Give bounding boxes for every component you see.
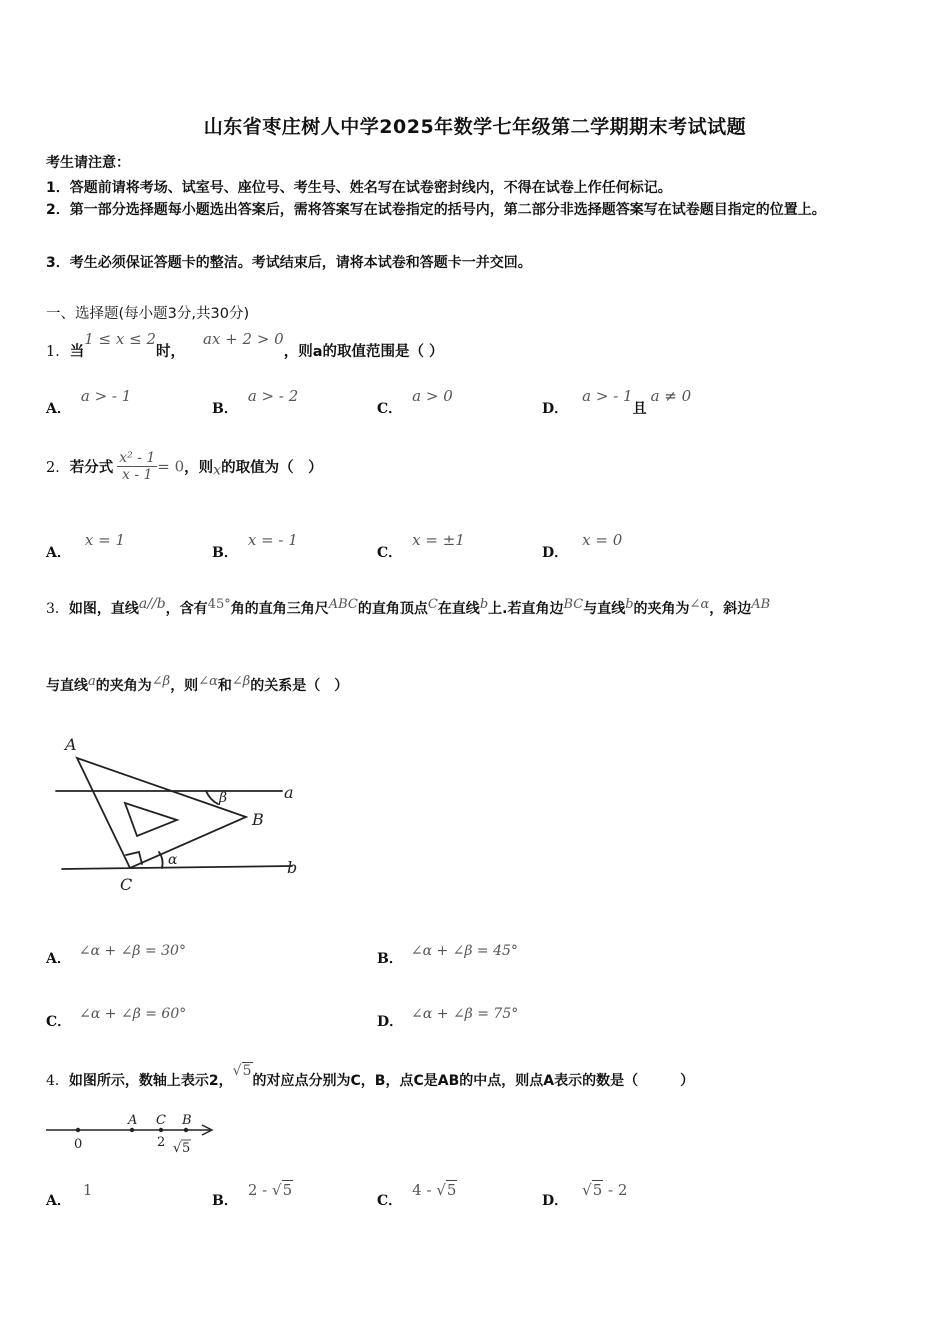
- angle-beta-arc: [206, 791, 218, 804]
- question-3-option-d[interactable]: [377, 1003, 519, 1030]
- math-expression: b: [479, 597, 489, 612]
- option-expression: a > - 1: [80, 387, 132, 405]
- question-3-stem-line1: [46, 598, 770, 618]
- point-zero: [76, 1128, 80, 1132]
- option-expression: a ≠ 0: [650, 387, 692, 405]
- option-expression: ∠α + ∠β = 45°: [410, 943, 518, 959]
- option-expression: ∠α + ∠β = 60°: [79, 1006, 187, 1022]
- question-text: 若分式: [69, 460, 114, 476]
- question-4-option-d[interactable]: [542, 1180, 628, 1209]
- question-text: 的夹角为: [633, 601, 690, 617]
- triangle-inner: [125, 803, 177, 836]
- question-1-option-b[interactable]: [212, 386, 299, 417]
- zero-label: 0: [74, 1137, 83, 1152]
- question-text: ，则a的取值范围是（ ）: [283, 344, 444, 360]
- question-text: 的取值为（ ）: [221, 460, 323, 476]
- option-expression: x = ±1: [412, 531, 465, 549]
- math-expression: 45°: [207, 597, 231, 612]
- two-label: 2: [157, 1135, 166, 1150]
- number-line-figure: [44, 1108, 224, 1158]
- triangle-figure: [46, 728, 316, 896]
- point-a: [130, 1128, 134, 1132]
- option-expression: 2 -: [247, 1181, 272, 1199]
- question-text: 和: [217, 678, 232, 694]
- question-text: ，则: [170, 678, 199, 694]
- math-expression: a//b: [138, 596, 166, 612]
- sqrt-expression: √5: [272, 1181, 293, 1199]
- vertex-c-label: C: [120, 875, 133, 894]
- question-4-option-b[interactable]: [212, 1180, 293, 1209]
- option-label: D．: [542, 401, 569, 417]
- question-text: ，则: [184, 460, 214, 476]
- question-text: 的直角顶点: [357, 601, 428, 617]
- fraction-numerator: x² - 1: [119, 450, 156, 466]
- option-expression: ∠α + ∠β = 75°: [411, 1006, 519, 1022]
- option-label: A．: [46, 1193, 71, 1209]
- question-2-option-c[interactable]: [377, 530, 465, 561]
- option-expression: 4 -: [412, 1181, 437, 1199]
- question-number: 1．: [46, 344, 70, 360]
- question-text: 的对应点分别为C，B，点C是AB的中点，则点A表示的数是（ ）: [252, 1073, 695, 1089]
- question-text: 与直线: [46, 678, 88, 694]
- question-3-stem-line2: [46, 675, 348, 695]
- question-1-option-c[interactable]: [377, 386, 453, 417]
- page-title: 山东省枣庄树人中学2025年数学七年级第二学期期末考试试题: [203, 116, 747, 138]
- sqrt-expression: √5: [582, 1181, 603, 1199]
- option-label: D．: [377, 1014, 404, 1030]
- radicand: 5: [592, 1181, 603, 1199]
- math-expression: ∠β: [231, 674, 251, 689]
- math-expression: C: [427, 597, 438, 612]
- option-label: B．: [212, 1193, 238, 1209]
- right-angle-mark: [126, 852, 142, 864]
- option-label: A．: [46, 951, 71, 967]
- root-label: 5: [182, 1141, 191, 1156]
- question-2-option-d[interactable]: [542, 530, 623, 561]
- option-label: B．: [377, 951, 403, 967]
- question-text: 与直线: [583, 601, 626, 617]
- question-text: ，斜边: [709, 601, 752, 617]
- option-expression: a > - 1: [582, 387, 633, 405]
- option-label: D．: [542, 1193, 569, 1209]
- math-expression: ∠α: [689, 597, 710, 612]
- question-3-option-a[interactable]: [46, 940, 186, 967]
- question-1-option-a[interactable]: [46, 386, 132, 417]
- radical-sign: √: [232, 1063, 242, 1079]
- option-expression: x = - 1: [247, 531, 298, 549]
- question-text: 在直线: [437, 601, 480, 617]
- question-number: 4．: [46, 1073, 69, 1089]
- question-4-option-c[interactable]: [377, 1180, 457, 1209]
- math-expression: ∠β: [151, 674, 171, 689]
- option-conjunction: 且: [632, 401, 647, 417]
- question-text: 的关系是（ ）: [250, 678, 349, 694]
- option-expression: a > 0: [412, 387, 453, 405]
- option-label: C．: [46, 1014, 72, 1030]
- notice-item-1: 1．答题前请将考场、试室号、座位号、考生号、姓名写在试卷密封线内，不得在试卷上作任何标记。: [46, 180, 672, 196]
- option-expression: 1: [82, 1181, 93, 1199]
- sqrt-expression: √5: [436, 1181, 457, 1199]
- option-label: B．: [212, 545, 238, 561]
- question-2-option-b[interactable]: [212, 530, 298, 561]
- option-label: A．: [46, 545, 71, 561]
- question-text: 时，: [156, 344, 185, 360]
- point-c: [159, 1128, 163, 1132]
- math-expression: AB: [751, 597, 771, 612]
- option-label: C．: [377, 1193, 403, 1209]
- line-b-label: b: [287, 858, 298, 877]
- sqrt-expression: [233, 1063, 253, 1079]
- question-text: 角的直角三角尺: [230, 601, 329, 617]
- question-text: 上.若直角边: [488, 601, 564, 617]
- math-expression: ax + 2 > 0: [203, 330, 284, 348]
- math-expression: BC: [563, 597, 584, 612]
- notice-heading: 考生请注意：: [46, 155, 130, 171]
- point-a-label: A: [128, 1113, 138, 1128]
- question-2-option-a[interactable]: [46, 530, 125, 561]
- question-2-stem: [46, 450, 323, 483]
- question-text: ，含有: [165, 601, 208, 617]
- math-expression: ABC: [328, 597, 358, 612]
- question-text: 的夹角为: [95, 678, 152, 694]
- option-label: C．: [377, 545, 403, 561]
- radicand: 5: [446, 1181, 457, 1199]
- option-label: D．: [542, 545, 569, 561]
- question-4-option-a[interactable]: [46, 1180, 93, 1209]
- fraction-denominator: x - 1: [122, 467, 153, 483]
- math-variable: x: [213, 462, 222, 479]
- section-heading: 一、选择题(每小题3分,共30分): [46, 306, 250, 322]
- radicand: 5: [242, 1063, 252, 1079]
- option-expression: - 2: [603, 1181, 628, 1199]
- question-1-stem: [46, 330, 444, 361]
- option-label: B．: [212, 401, 238, 417]
- radicand: 5: [282, 1181, 293, 1199]
- question-text: 如图，直线: [68, 601, 139, 617]
- option-expression: a > - 2: [247, 387, 299, 405]
- option-label: A．: [46, 401, 71, 417]
- vertex-b-label: B: [252, 810, 264, 829]
- question-text: 如图所示，数轴上表示2，: [68, 1073, 233, 1089]
- option-expression: ∠α + ∠β = 30°: [78, 943, 186, 959]
- angle-alpha-label: α: [168, 852, 178, 868]
- fraction: [117, 450, 157, 483]
- vertex-a-label: A: [65, 735, 77, 754]
- question-4-stem: [46, 1063, 695, 1090]
- math-expression: 1 ≤ x ≤ 2: [84, 330, 156, 348]
- point-c-label: C: [156, 1113, 166, 1128]
- question-1-option-d[interactable]: [542, 386, 692, 417]
- question-3-option-b[interactable]: [377, 940, 518, 967]
- angle-beta-label: β: [219, 790, 228, 806]
- notice-item-2: 2．第一部分选择题每小题选出答案后，需将答案写在试卷指定的括号内，第二部分非选择题答案写在试卷题目指定的位置上。: [46, 202, 826, 218]
- triangle-outer: [77, 758, 246, 868]
- line-a-label: a: [284, 783, 294, 802]
- question-3-option-c[interactable]: [46, 1003, 187, 1030]
- sqrt-sign-icon: √: [173, 1141, 182, 1156]
- point-b-label: B: [182, 1113, 192, 1128]
- question-number: 2．: [46, 460, 70, 476]
- math-expression: = 0: [157, 457, 185, 476]
- math-expression: b: [625, 597, 634, 612]
- math-expression: a: [88, 674, 96, 689]
- notice-item-3: 3．考生必须保证答题卡的整洁。考试结束后，请将本试卷和答题卡一并交回。: [46, 255, 532, 271]
- option-expression: x = 0: [582, 531, 623, 549]
- question-number: 3．: [46, 601, 69, 617]
- math-expression: ∠α: [198, 674, 218, 689]
- option-expression: x = 1: [84, 531, 125, 549]
- question-text: 当: [69, 344, 85, 360]
- point-b: [184, 1128, 188, 1132]
- option-label: C．: [377, 401, 403, 417]
